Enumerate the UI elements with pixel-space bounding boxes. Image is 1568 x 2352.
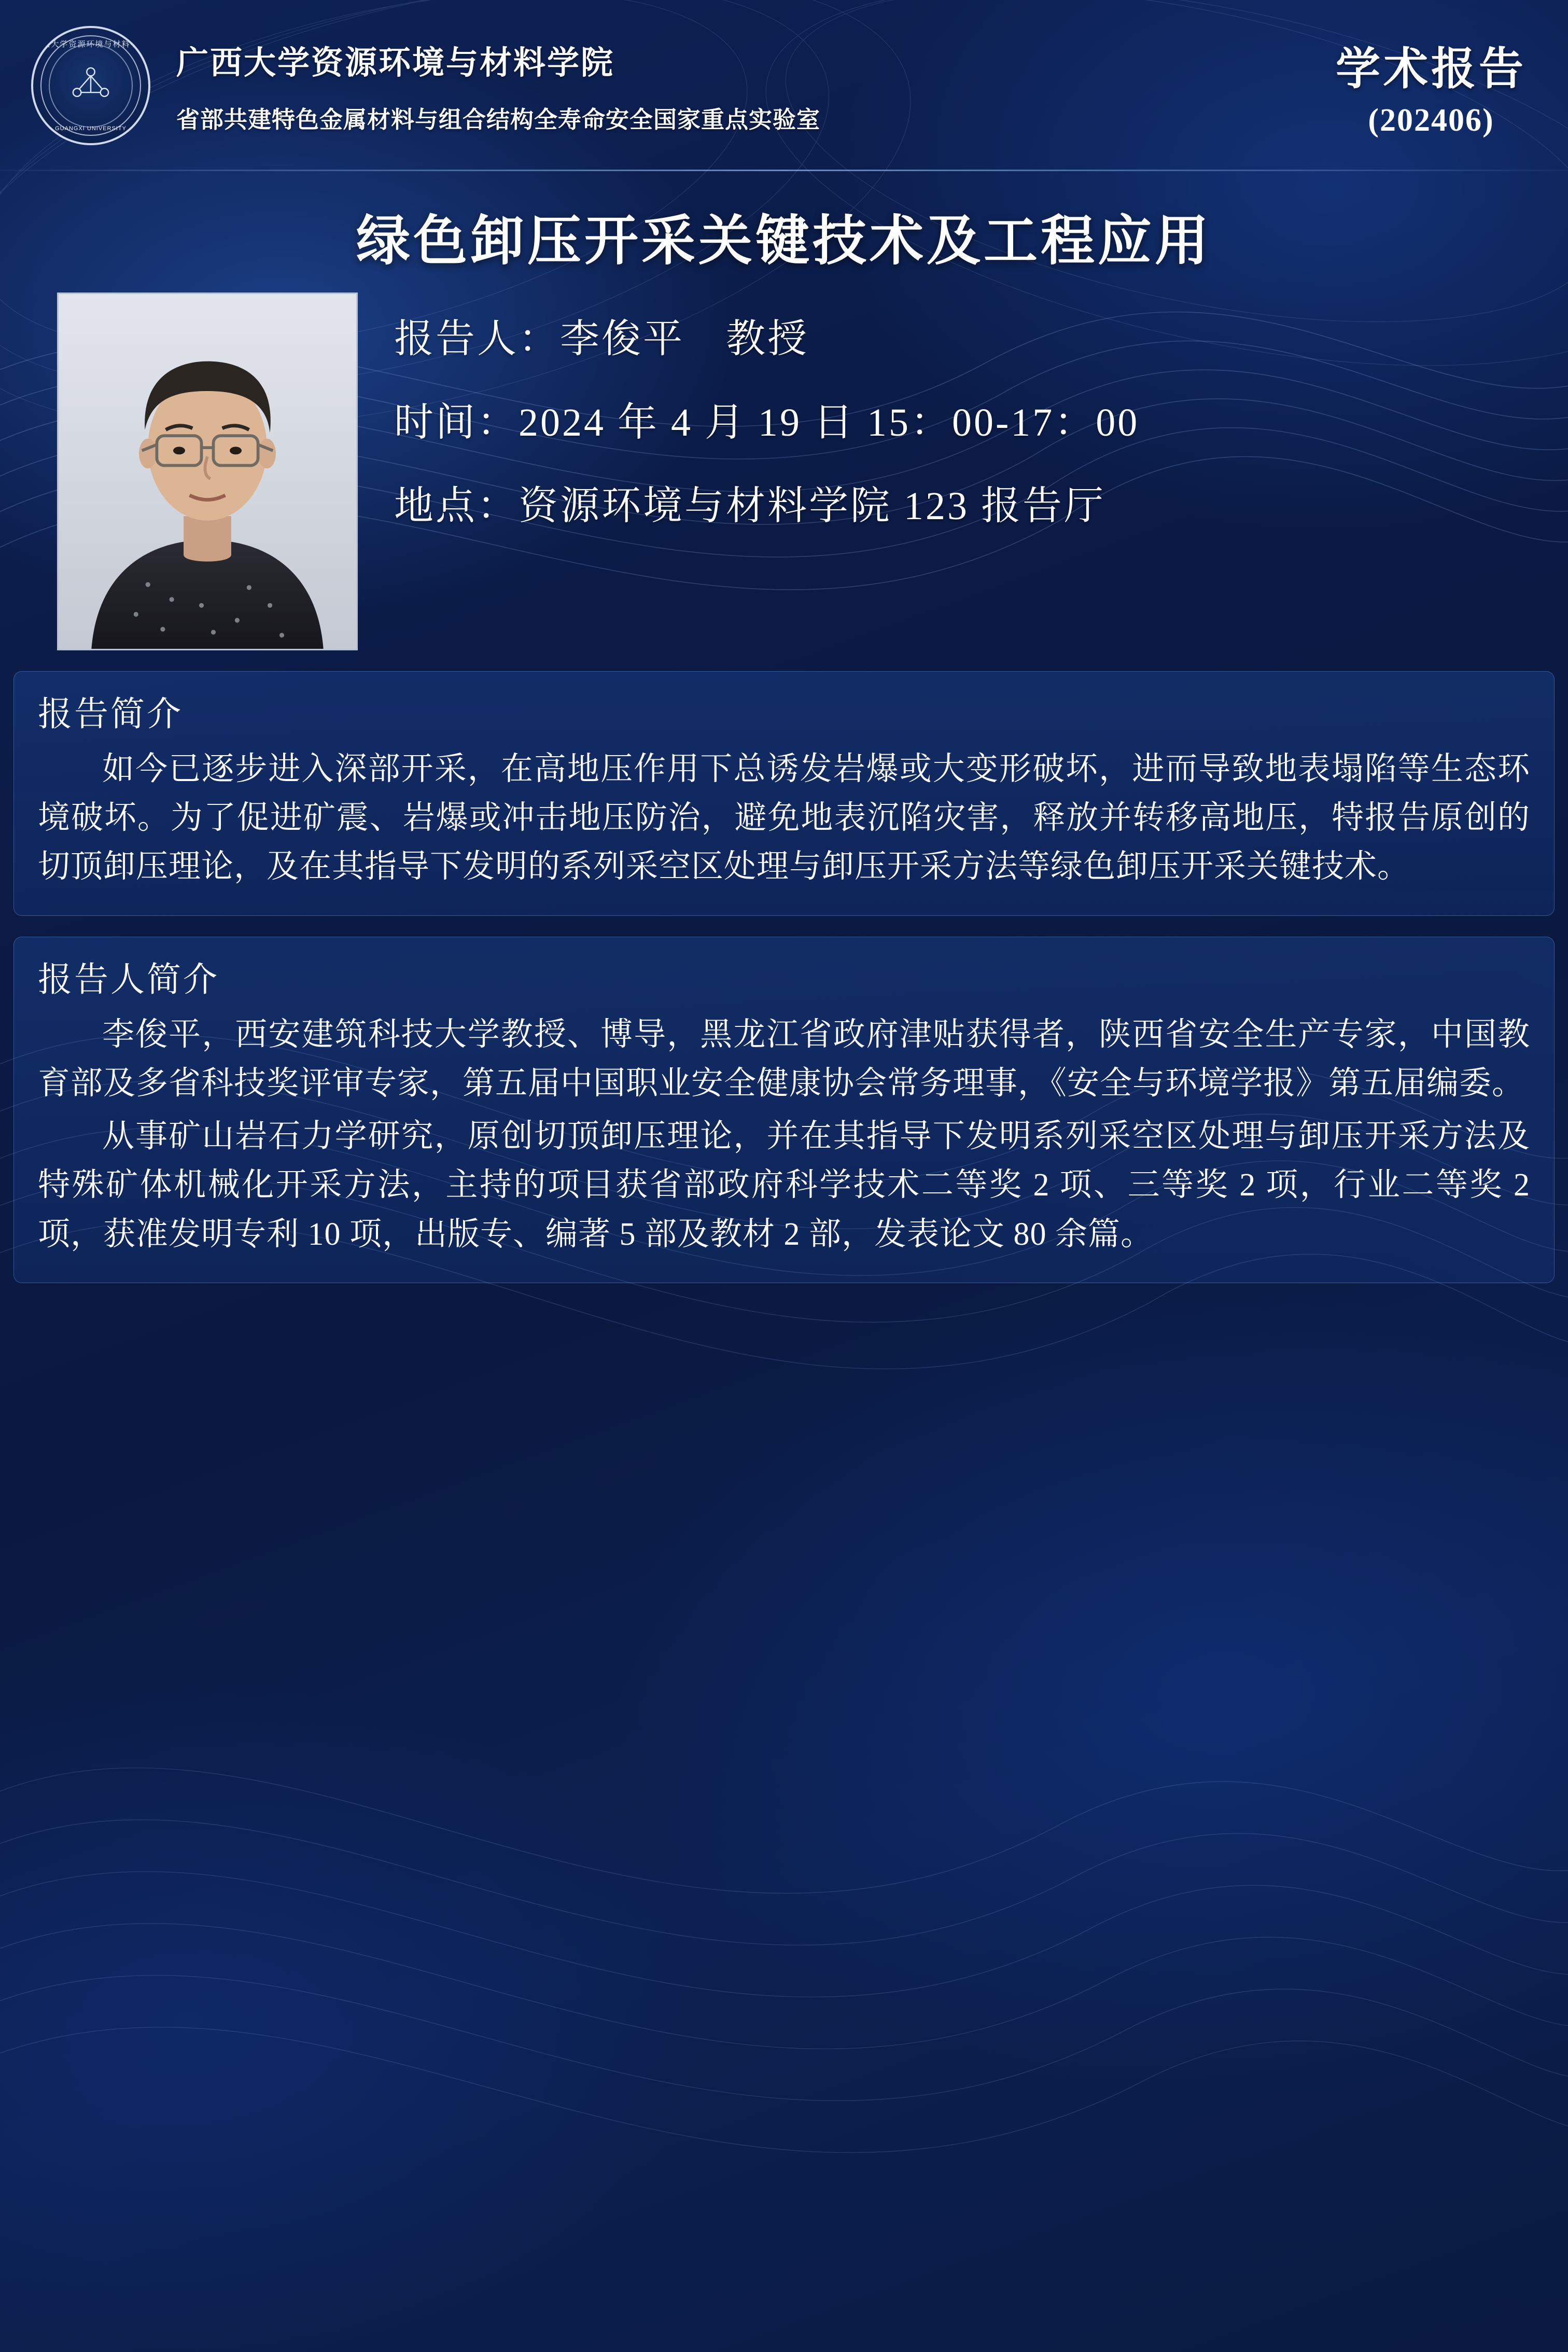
logo-bottom-text: GUANGXI UNIVERSITY <box>55 126 127 132</box>
logo-emblem-icon <box>62 57 119 114</box>
header-divider <box>0 170 1568 171</box>
bio-paragraph-2: 从事矿山岩石力学研究，原创切顶卸压理论，并在其指导下发明系列采空区处理与卸压开采方法及特殊矿体机械化开采方法，主持的项目获省部政府科学技术二等奖 2 项、三等奖 2 项，行业二等奖 2 项，获准发明专利 10 项，出版专、编著 5 部及教材 2 部，发表论文 80 余篇。 <box>38 1119 1530 1252</box>
abstract-paragraph: 如今已逐步进入深部开采，在高地压作用下总诱发岩爆或大变形破坏，进而导致地表塌陷等生态环境破坏。为了促进矿震、岩爆或冲击地压防治，避免地表沉陷灾害，释放并转移高地压，特报告原创的切顶卸压理论，及在其指导下发明的系列采空区处理与卸压开采方法等绿色卸压开采关键技术。 <box>38 751 1530 885</box>
badge-code: (202406) <box>1368 102 1494 138</box>
speaker-portrait <box>57 293 358 650</box>
speaker-place: 地点：资源环境与材料学院 123 报告厅 <box>394 484 1105 528</box>
speaker-presenter: 报告人：李俊平 教授 <box>394 317 809 361</box>
bio-panel <box>13 937 1555 1283</box>
bio-heading: 报告人简介 <box>38 961 219 999</box>
org-name-line-2: 省部共建特色金属材料与组合结构全寿命安全国家重点实验室 <box>176 106 821 133</box>
header-badge <box>1336 33 1537 139</box>
badge-title: 学术报告 <box>1336 44 1527 94</box>
speaker-info <box>358 293 1532 531</box>
university-logo <box>31 26 150 145</box>
logo-top-text: 广西大学资源环境与材料学院 <box>33 40 148 49</box>
abstract-heading: 报告简介 <box>38 695 183 733</box>
speaker-time: 时间：2024 年 4 月 19 日 15：00-17：00 <box>394 401 1140 444</box>
speaker-block <box>0 293 1568 650</box>
page-title: 绿色卸压开采关键技术及工程应用 <box>356 211 1212 271</box>
header-org-titles <box>150 37 1336 134</box>
poster-header <box>0 0 1568 171</box>
org-name-line-1: 广西大学资源环境与材料学院 <box>176 45 615 81</box>
abstract-panel <box>13 671 1555 916</box>
bio-paragraph-1: 李俊平，西安建筑科技大学教授、博导，黑龙江省政府津贴获得者，陕西省安全生产专家，中国教育部及多省科技奖评审专家，第五届中国职业安全健康协会常务理事，《安全与环境学报》第五届编委。 <box>38 1017 1530 1101</box>
